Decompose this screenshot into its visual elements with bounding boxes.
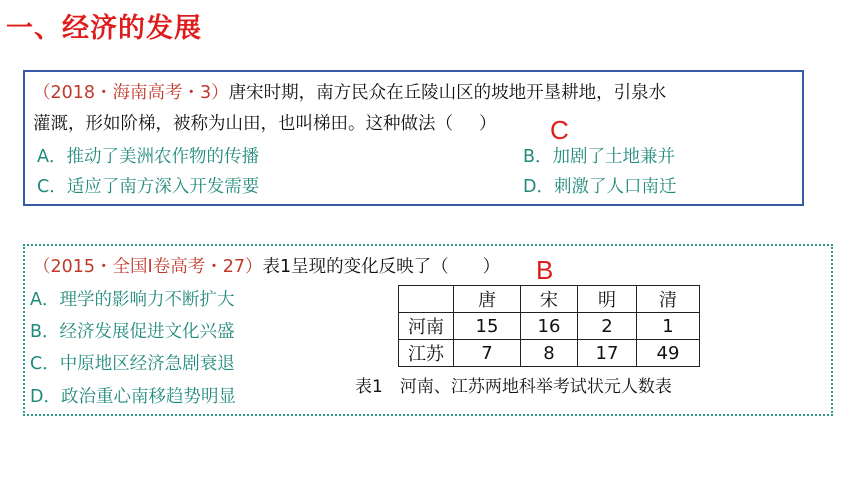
q1-option-b[interactable]: B．加剧了土地兼并 [523, 147, 676, 167]
q2-stem-close: ） [482, 257, 501, 277]
q2-source: （2015・全国Ⅰ卷高考・27） [33, 257, 263, 277]
q2-option-c[interactable]: C．中原地区经济急剧衰退 [30, 354, 235, 374]
table-cell: 17 [578, 340, 637, 367]
table-cell: 7 [454, 340, 521, 367]
table-cell: 8 [521, 340, 578, 367]
scholar-table [398, 285, 700, 367]
q2-answer: B [536, 255, 554, 285]
q1-stem-line2 [33, 110, 497, 135]
q1-option-d[interactable]: D．刺激了人口南迁 [523, 177, 677, 197]
table-header-cell: 唐 [454, 286, 521, 313]
q1-stem-close: ） [479, 114, 497, 134]
table-caption: 表1 河南、江苏两地科举考试状元人数表 [355, 377, 672, 397]
q2-option-b[interactable]: B．经济发展促进文化兴盛 [30, 322, 235, 342]
table-row-label: 江苏 [399, 340, 454, 367]
q1-stem-text2: 灌溉，形如阶梯，被称为山田，也叫梯田。这种做法（ [33, 114, 453, 134]
q2-stem [33, 253, 500, 278]
q2-stem-text: 表1呈现的变化反映了（ [262, 257, 449, 277]
table-header-cell: 宋 [521, 286, 578, 313]
table-header-row [399, 286, 700, 313]
table-row [399, 340, 700, 367]
q2-option-a[interactable]: A．理学的影响力不断扩大 [30, 290, 235, 310]
q1-option-c[interactable]: C．适应了南方深入开发需要 [37, 177, 260, 197]
table-cell: 49 [637, 340, 700, 367]
table-cell: 2 [578, 313, 637, 340]
table-row-label: 河南 [399, 313, 454, 340]
q1-stem-line1 [33, 79, 666, 104]
table-row [399, 313, 700, 340]
table-cell: 1 [637, 313, 700, 340]
table-header-cell: 清 [637, 286, 700, 313]
q1-stem-text1: 唐宋时期，南方民众在丘陵山区的坡地开垦耕地，引泉水 [228, 83, 667, 103]
table-header-cell: 明 [578, 286, 637, 313]
section-heading: 一、经济的发展 [6, 13, 202, 44]
table-header-cell [399, 286, 454, 313]
q1-option-a[interactable]: A．推动了美洲农作物的传播 [37, 147, 259, 167]
table-cell: 16 [521, 313, 578, 340]
q1-answer: C [550, 115, 569, 145]
table-cell: 15 [454, 313, 521, 340]
q2-option-d[interactable]: D．政治重心南移趋势明显 [30, 387, 236, 407]
q1-source: （2018・海南高考・3） [33, 83, 229, 103]
